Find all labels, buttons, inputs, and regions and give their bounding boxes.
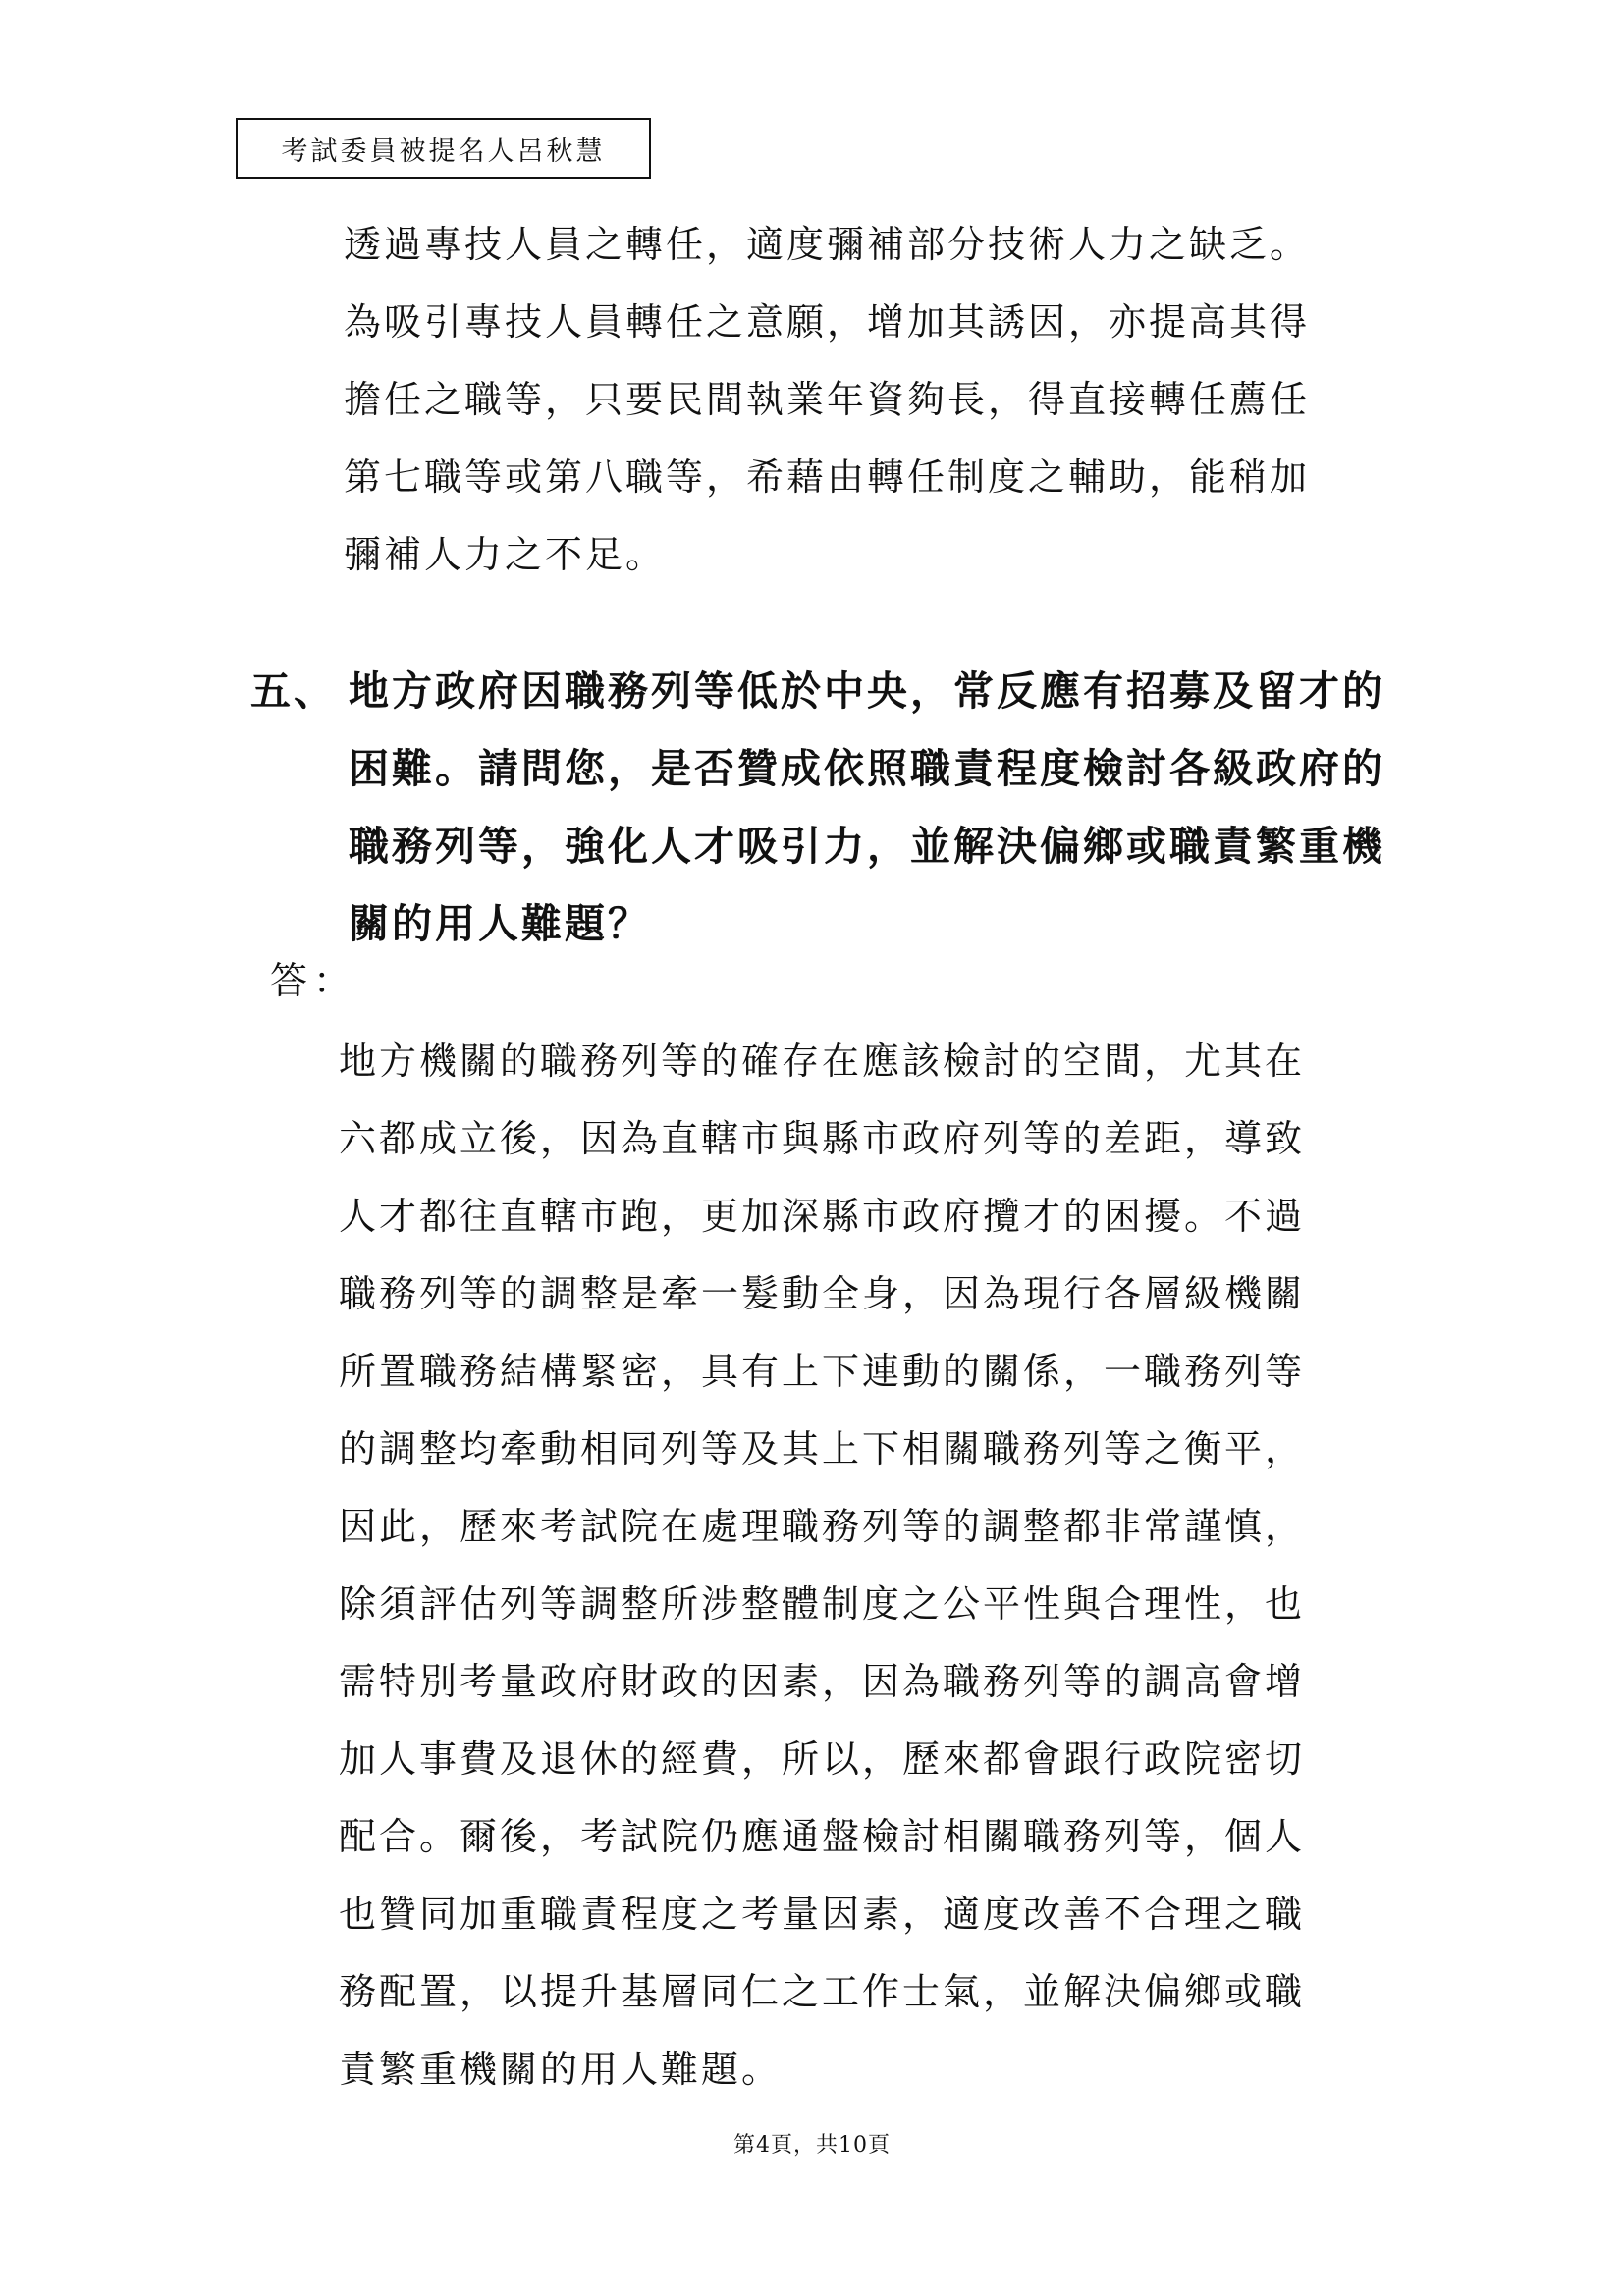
answer-line: 加人事費及退休的經費，所以，歷來都會跟行政院密切	[339, 1737, 1306, 1781]
intro-line: 彌補人力之不足。	[344, 533, 667, 576]
answer-line: 也贊同加重職責程度之考量因素，適度改善不合理之職	[339, 1893, 1306, 1936]
intro-line: 擔任之職等，只要民間執業年資夠長，得直接轉任薦任	[344, 378, 1311, 421]
answer-line: 務配置，以提升基層同仁之工作士氣，並解決偏鄉或職	[339, 1970, 1306, 2013]
intro-paragraph	[344, 206, 1394, 594]
answer-line: 責繁重機關的用人難題。	[339, 2048, 783, 2091]
question-line: 關的用人難題？	[349, 900, 651, 947]
answer-label: 答：	[270, 959, 357, 1002]
intro-line: 為吸引專技人員轉任之意願，增加其誘因，亦提高其得	[344, 300, 1311, 344]
answer-line: 需特別考量政府財政的因素，因為職務列等的調高會增	[339, 1660, 1306, 1703]
page-footer	[0, 2128, 1624, 2159]
answer-line: 人才都往直轄市跑，更加深縣市政府攬才的困擾。不過	[339, 1195, 1306, 1238]
header-title-box	[236, 118, 651, 179]
question-line: 困難。請問您，是否贊成依照職責程度檢討各級政府的	[349, 745, 1385, 792]
answer-line: 的調整均牽動相同列等及其上下相關職務列等之衡平，	[339, 1427, 1306, 1470]
answer-line: 除須評估列等調整所涉整體制度之公平性與合理性，也	[339, 1582, 1306, 1626]
answer-line: 職務列等的調整是牽一髮動全身，因為現行各層級機關	[339, 1272, 1306, 1315]
question-number: 五、	[250, 667, 337, 715]
answer-paragraph	[339, 1023, 1389, 2109]
intro-line: 透過專技人員之轉任，適度彌補部分技術人力之缺乏。	[344, 223, 1311, 266]
answer-line: 六都成立後，因為直轄市與縣市政府列等的差距，導致	[339, 1117, 1306, 1160]
answer-line: 因此，歷來考試院在處理職務列等的調整都非常謹慎，	[339, 1505, 1306, 1548]
answer-line: 地方機關的職務列等的確存在應該檢討的空間，尤其在	[339, 1040, 1306, 1083]
intro-line: 第七職等或第八職等，希藉由轉任制度之輔助，能稍加	[344, 455, 1311, 499]
header-title: 考試委員被提名人呂秋慧	[281, 135, 606, 167]
page-number: 第4頁，共10頁	[733, 2133, 891, 2158]
answer-line: 所置職務結構緊密，具有上下連動的關係，一職務列等	[339, 1350, 1306, 1393]
question-line: 地方政府因職務列等低於中央，常反應有招募及留才的	[349, 667, 1385, 715]
question-text	[349, 653, 1385, 963]
answer-line: 配合。爾後，考試院仍應通盤檢討相關職務列等，個人	[339, 1815, 1306, 1858]
question-line: 職務列等，強化人才吸引力，並解決偏鄉或職責繁重機	[349, 823, 1385, 870]
